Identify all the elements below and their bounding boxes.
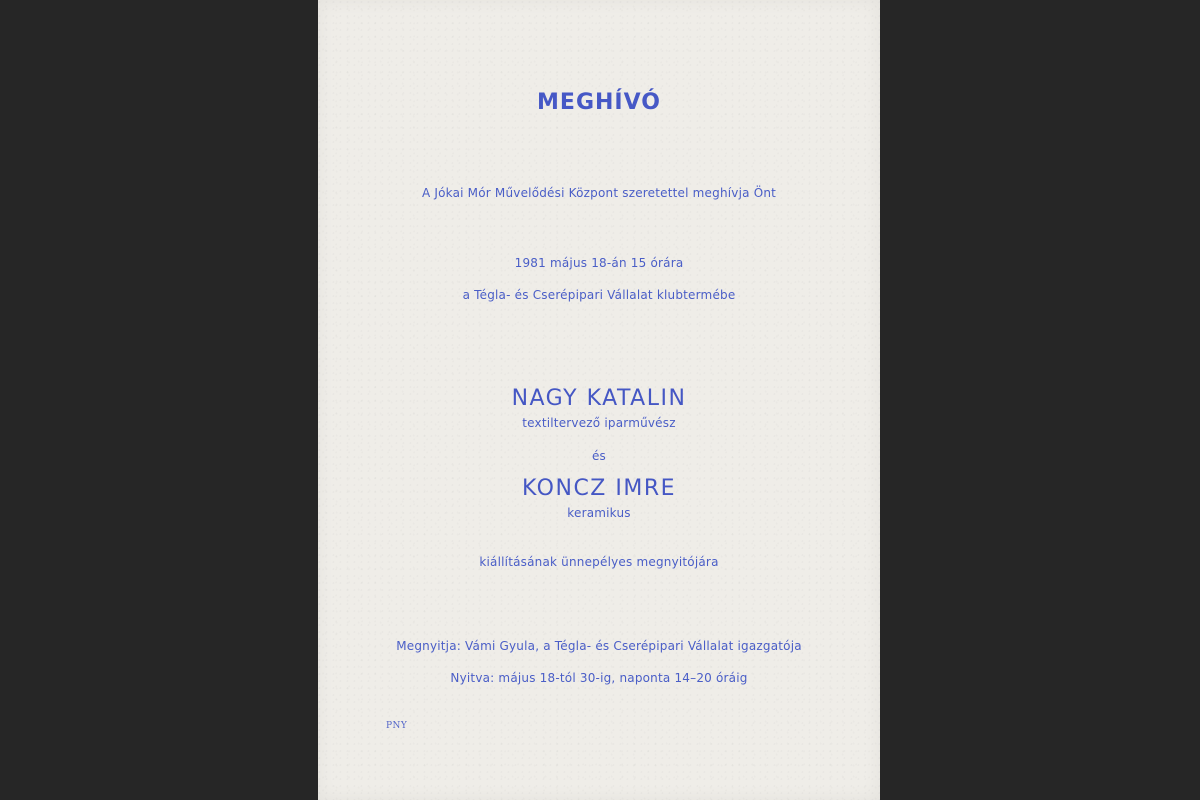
exhibition-hours: Nyitva: május 18-tól 30-ig, naponta 14–20 óráig	[450, 671, 748, 685]
event-venue: a Tégla- és Cserépipari Vállalat klubtermébe	[462, 288, 736, 302]
artist-role-2: keramikus	[567, 506, 631, 520]
artist-role-1: textiltervező iparművész	[522, 416, 676, 430]
opening-speaker: Megnyitja: Vámi Gyula, a Tégla- és Cserépipari Vállalat igazgatója	[396, 639, 802, 653]
event-date-time: 1981 május 18-án 15 órára	[514, 256, 684, 270]
invitation-title: MEGHÍVÓ	[537, 90, 661, 115]
artist-name-2: KONCZ IMRE	[521, 476, 677, 501]
artist-conjunction: és	[591, 449, 607, 463]
artist-name-1: NAGY KATALIN	[511, 386, 687, 411]
printer-mark: PNY	[386, 721, 408, 731]
exhibition-opening-text: kiállításának ünnepélyes megnyitójára	[479, 555, 719, 569]
invitation-card	[318, 0, 880, 800]
host-invitation-text: A Jókai Mór Művelődési Központ szeretettel meghívja Önt	[421, 186, 777, 200]
